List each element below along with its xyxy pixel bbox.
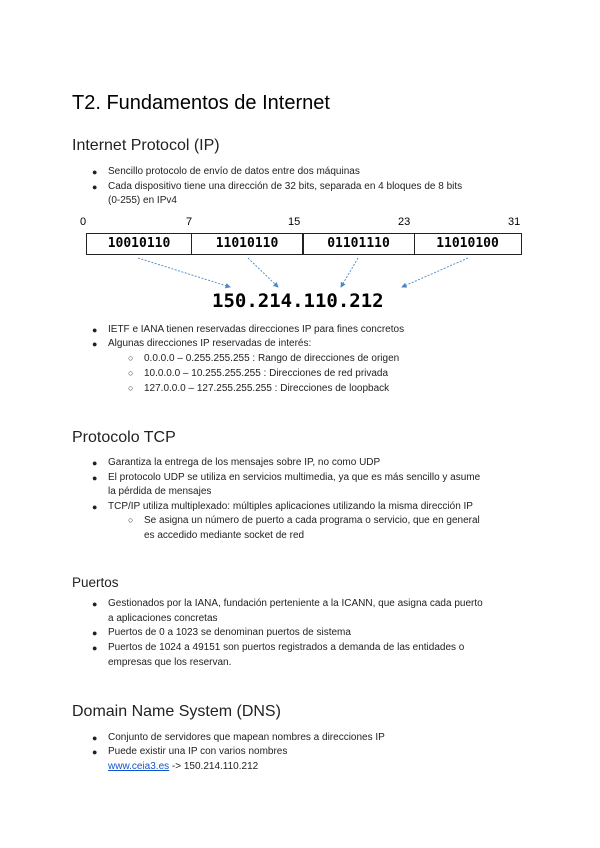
octet-box: 11010100 xyxy=(414,233,522,255)
list-item: ● El protocolo UDP se utiliza en servicios multimedia, ya que es más sencillo y asume xyxy=(92,472,481,483)
list-item: ● TCP/IP utiliza multiplexado: múltiples aplicaciones utilizando la misma dirección IP xyxy=(92,501,473,512)
bit-tick: 15 xyxy=(288,216,301,228)
ip-address: 150.214.110.212 xyxy=(212,290,384,312)
page-title: T2. Fundamentos de Internet xyxy=(72,92,330,114)
octet-box: 10010110 xyxy=(86,233,192,255)
list-item: ● Garantiza la entrega de los mensajes sobre IP, no como UDP xyxy=(92,457,381,468)
octet-box: 11010110 xyxy=(191,233,304,255)
sub-list-item: ○ 127.0.0.0 – 127.255.255.255 : Direcciones de loopback xyxy=(128,383,390,394)
bit-tick: 0 xyxy=(80,216,87,228)
bit-tick: 31 xyxy=(508,216,521,228)
list-item: ● Sencillo protocolo de envío de datos entre dos máquinas xyxy=(92,166,360,177)
section-heading-dns: Domain Name System (DNS) xyxy=(72,703,281,720)
octet-arrows xyxy=(0,0,600,320)
sub-list-item: ○ 0.0.0.0 – 0.255.255.255 : Rango de direcciones de origen xyxy=(128,353,400,364)
list-item: ● Gestionados por la IANA, fundación perteniente a la ICANN, que asigna cada puerto xyxy=(92,598,483,609)
octet-box: 01101110 xyxy=(302,233,415,255)
list-item-continuation: empresas que los reservan. xyxy=(108,657,232,668)
section-heading-ip: Internet Protocol (IP) xyxy=(72,137,220,154)
bit-tick: 23 xyxy=(398,216,411,228)
list-item-continuation: la pérdida de mensajes xyxy=(108,486,212,497)
list-item: ● Puertos de 1024 a 49151 son puertos registrados a demanda de las entidades o xyxy=(92,642,465,653)
section-heading-ports: Puertos xyxy=(72,575,119,590)
list-item-continuation xyxy=(108,760,258,774)
sub-list-item-continuation: es accedido mediante socket de red xyxy=(144,530,305,541)
list-item: ● Cada dispositivo tiene una dirección de 32 bits, separada en 4 bloques de 8 bits xyxy=(92,181,463,192)
dns-example-ip: -> 150.214.110.212 xyxy=(169,761,259,772)
list-item-continuation: a aplicaciones concretas xyxy=(108,613,218,624)
list-item-continuation: (0-255) en IPv4 xyxy=(108,195,177,206)
sub-list-item: ○ 10.0.0.0 – 10.255.255.255 : Direcciones de red privada xyxy=(128,368,389,379)
sub-list-item: ○ Se asigna un número de puerto a cada programa o servicio, que en general xyxy=(128,515,480,526)
list-item: ● Conjunto de servidores que mapean nombres a direcciones IP xyxy=(92,732,385,743)
bit-tick: 7 xyxy=(186,216,193,228)
list-item: ● Puede existir una IP con varios nombres xyxy=(92,746,288,757)
list-item: ● IETF e IANA tienen reservadas direcciones IP para fines concretos xyxy=(92,324,405,335)
section-heading-tcp: Protocolo TCP xyxy=(72,429,176,446)
dns-example-link[interactable]: www.ceia3.es xyxy=(108,761,170,772)
list-item: ● Algunas direcciones IP reservadas de interés: xyxy=(92,338,312,349)
list-item: ● Puertos de 0 a 1023 se denominan puertos de sistema xyxy=(92,627,351,638)
